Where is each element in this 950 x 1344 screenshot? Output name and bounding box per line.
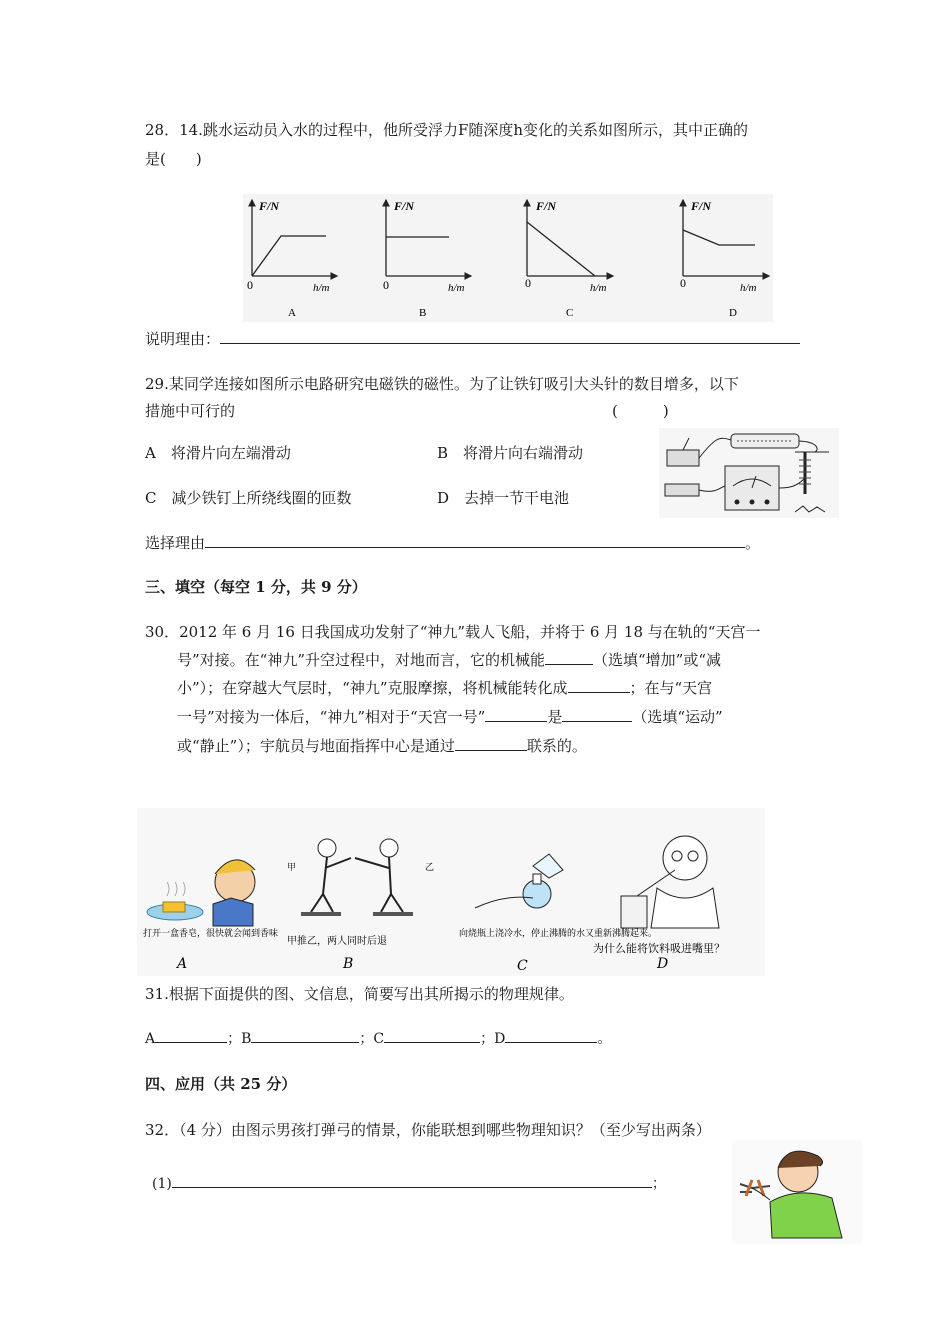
graph-b-xlabel: h/m [448,282,465,294]
section4-title: 四、应用（共 25 分） [145,1075,297,1093]
graph-b-origin: 0 [383,278,389,292]
q30-blank-5[interactable] [455,736,527,751]
q29-option-d: D 去掉一节干电池 [437,489,570,507]
q30-blank-3[interactable] [485,707,547,722]
graph-c-origin: 0 [525,276,531,290]
figure-a-caption: 打开一盒香皂，很快就会闻到香味 [143,929,279,939]
q28-reason-blank[interactable] [220,329,800,344]
q29-option-b: B 将滑片向右端滑动 [437,444,584,462]
figure-c-caption: 向烧瓶上浇冷水，停止沸腾的水又重新沸腾起来。 [459,929,658,939]
q32-text: 32．（4 分）由图示男孩打弹弓的情景，你能联想到哪些物理知识？（至少写出两条） [145,1121,711,1139]
q29-option-c: C 减少铁钉上所绕线圈的匝数 [145,489,352,507]
q29-reason-blank[interactable] [205,533,745,548]
buoyancy-graphs [243,194,773,322]
q30-line4-hint: （选填“运动” [632,708,723,726]
q30-line5-end: 联系的。 [526,737,587,755]
q30-line3-text: 小”）；在穿越大气层时，“神九”克服摩擦，将机械能转化成 [177,679,568,697]
q30-line4-text: 一号”对接为一体后，“神九”相对于“天宫一号” [177,708,486,726]
figure-a-soap [143,860,278,972]
q30-line4-mid: 是 [547,708,563,726]
q29-option-a: A 将滑片向左端滑动 [145,444,291,462]
graph-a-origin: 0 [247,278,253,292]
q32-item1-label: (1) [152,1176,172,1192]
graph-c-label: C [566,307,574,319]
figure-b-caption: 甲推乙，两人同时后退 [287,936,387,947]
q30-line2 [177,649,721,670]
graph-b [383,199,471,319]
figure-c-letter: C [517,958,528,974]
q31-answer-c-blank[interactable] [384,1028,480,1043]
graph-c-ylabel: F/N [536,199,557,213]
q29-line2: 措施中可行的 [145,402,236,420]
q32-item1-blank[interactable] [172,1173,652,1188]
q31-answer-c-label: ；C [359,1031,385,1047]
figure-b-label-yi: 乙 [425,863,435,873]
graph-d [680,199,769,319]
q31-answer-d-blank[interactable] [505,1028,597,1043]
q28-line2: 是( ) [145,150,202,168]
q31-answer-b-label: ；B [227,1031,252,1047]
q28-reason [145,328,800,349]
q32-item1-end: ； [651,1176,666,1192]
graph-d-xlabel: h/m [740,282,757,294]
q31-answer-end: 。 [597,1031,612,1047]
q30-line2-text: 号”对接。在“神九”升空过程中，对地而言，它的机械能 [177,651,546,669]
q29-reason [145,532,760,553]
q30-blank-4[interactable] [562,707,632,722]
q30-line3 [177,677,712,698]
q31-answer-b-blank[interactable] [251,1028,359,1043]
q31-answers [145,1028,611,1048]
figure-b-skaters [287,839,434,972]
figure-d-letter: D [657,956,669,972]
q32-item1 [152,1173,666,1193]
section3-title: 三、填空（每空 1 分，共 9 分） [145,578,367,596]
q30-line2-hint: （选填“增加”或“减 [593,651,722,669]
q29-line1: 29.某同学连接如图所示电路研究电磁铁的磁性。为了让铁钉吸引大头针的数目增多，以下 [145,375,739,393]
figure-d-caption: 为什么能将饮料吸进嘴里？ [593,942,725,955]
q29-reason-label: 选择理由 [145,534,206,552]
figure-b-letter: B [343,956,354,972]
q30-blank-1[interactable] [545,650,593,665]
q31-answer-d-label: ；D [480,1031,506,1047]
q29-answer-paren[interactable]: ( ) [612,402,669,420]
electromagnet-circuit-figure [659,428,839,518]
graph-a-label: A [288,307,296,319]
graph-a [247,199,337,319]
figure-b-label-jia: 甲 [287,863,297,873]
graph-b-ylabel: F/N [394,199,415,213]
q30-line4 [177,706,723,727]
slingshot-boy-figure [732,1140,862,1244]
q30-line1: 30．2012 年 6 月 16 日我国成功发射了“神九”载人飞船，并将于 6 月 18 与在轨的“天宫一 [145,623,761,641]
graph-d-label: D [729,307,737,319]
figure-d-straw [593,836,725,972]
q31-text: 31.根据下面提供的图、文信息，简要写出其所揭示的物理规律。 [145,985,574,1003]
q30-line5-text: 或“静止”）；宇航员与地面指挥中心是通过 [177,737,455,755]
q28-line1: 28．14.跳水运动员入水的过程中，他所受浮力F随深度h变化的关系如图所示，其中正确的 [145,121,749,139]
graph-a-xlabel: h/m [313,282,330,294]
figure-a-letter: A [177,956,188,972]
q30-blank-2[interactable] [568,678,630,693]
q30-line3-hint: ；在与“天宫 [629,679,713,697]
graph-b-label: B [419,307,427,319]
graph-c [525,199,613,319]
graph-d-origin: 0 [680,276,686,290]
q31-answer-a-blank[interactable] [155,1028,227,1043]
graph-c-xlabel: h/m [590,282,607,294]
q30-line5 [177,735,587,756]
q31-answer-a-label: A [145,1031,156,1047]
graph-d-ylabel: F/N [691,199,712,213]
q28-reason-label: 说明理由： [145,330,221,348]
graph-a-ylabel: F/N [259,199,280,213]
q31-figures [137,808,765,976]
q29-reason-end: 。 [745,534,761,552]
